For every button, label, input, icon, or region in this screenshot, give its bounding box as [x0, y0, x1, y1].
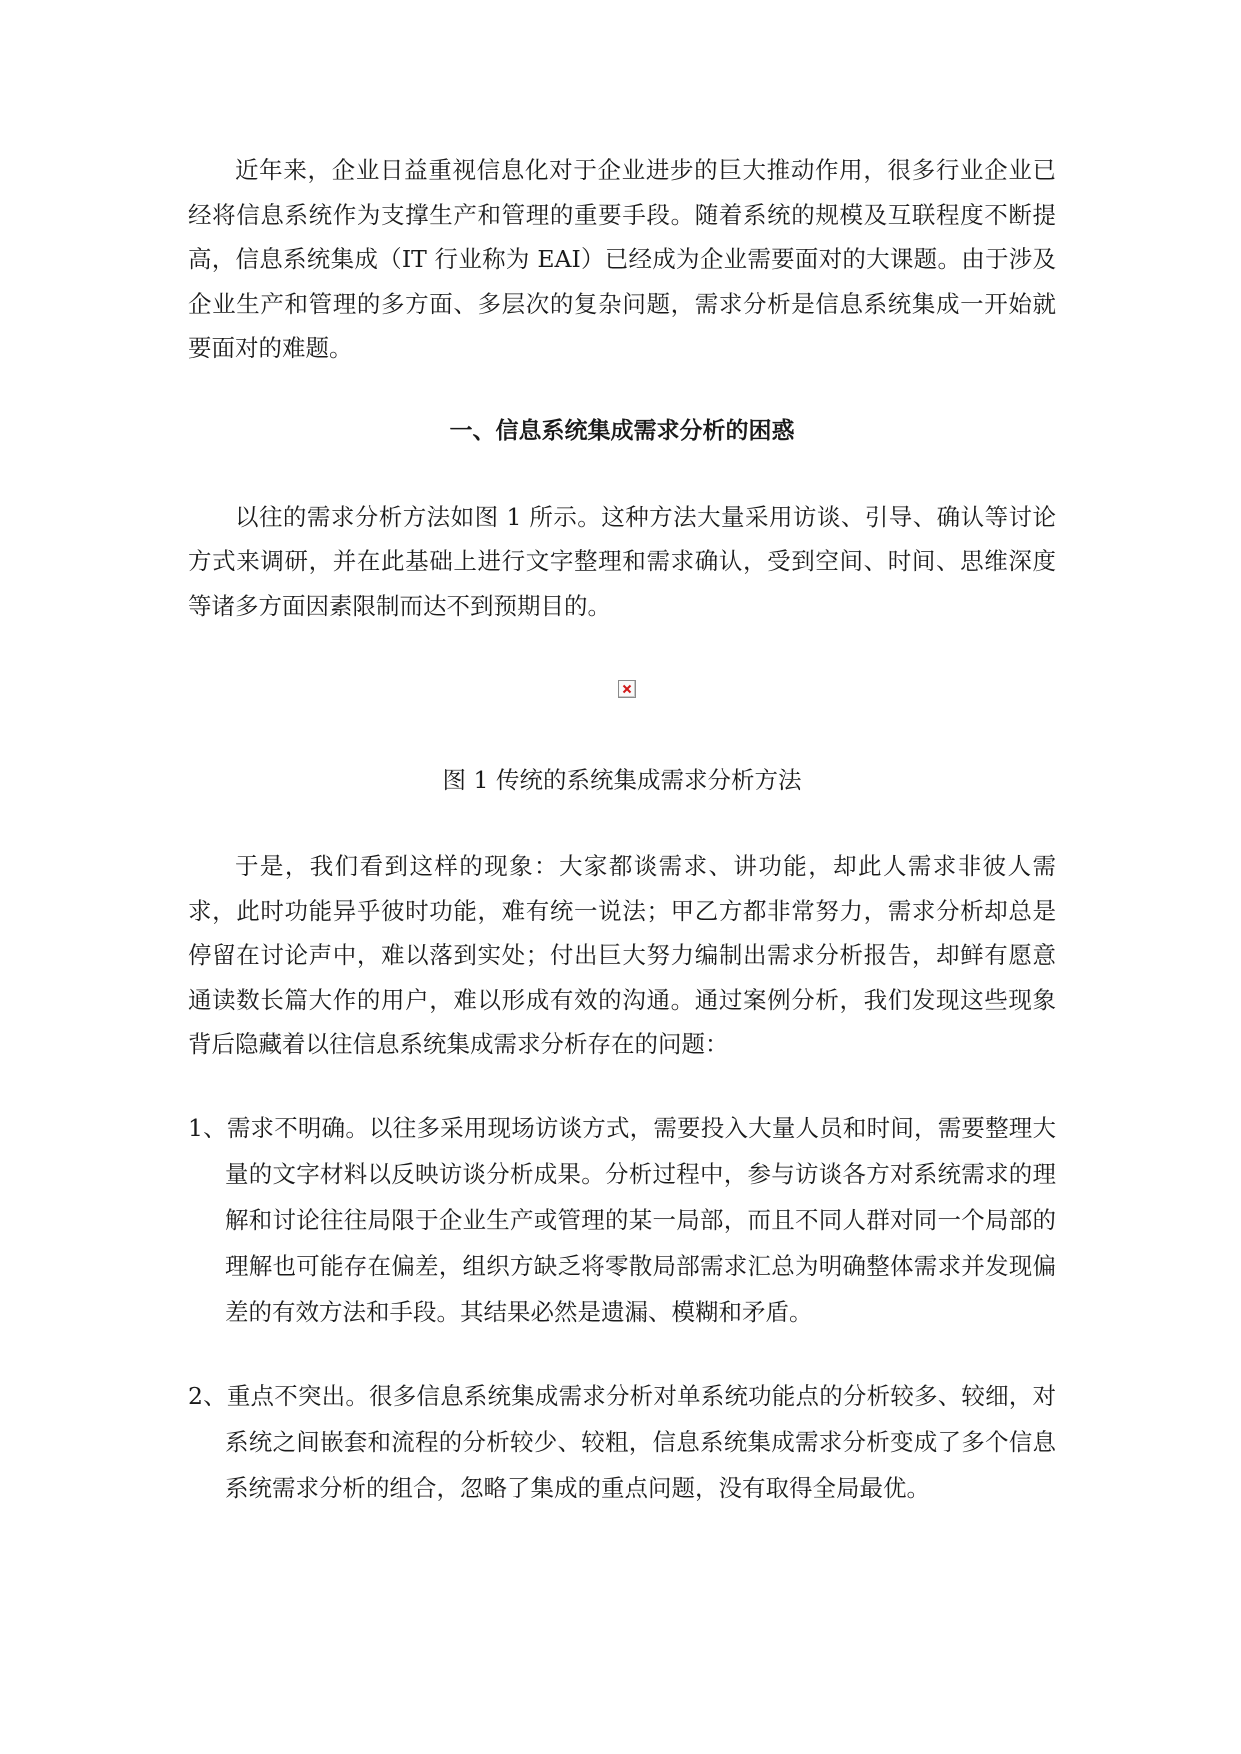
list-item-1: 1、需求不明确。以往多采用现场访谈方式，需要投入大量人员和时间，需要整理大量的文字材料以反映访谈分析成果。分析过程中，参与访谈各方对系统需求的理解和讨论往往局限于企业生产或管理的某一局部，而且不同人群对同一个局部的理解也可能存在偏差，组织方缺乏将零散局部需求汇总为明确整体需求并发现偏差的有效方法和手段。其结果必然是遗漏、模糊和矛盾。 — [188, 1113, 1056, 1326]
phenomenon-paragraph: 于是，我们看到这样的现象：大家都谈需求、讲功能，却此人需求非彼人需求，此时功能异乎彼时功能，难有统一说法；甲乙方都非常努力，需求分析却总是停留在讨论声中，难以落到实处；付出巨大努力编制出需求分析报告，却鲜有愿意通读数长篇大作的用户，难以形成有效的沟通。通过案例分析，我们发现这些现象背后隐藏着以往信息系统集成需求分析存在的问题： — [188, 852, 1056, 1058]
document-page — [188, 148, 1056, 1511]
intro-paragraph: 近年来，企业日益重视信息化对于企业进步的巨大推动作用，很多行业企业已经将信息系统作为支撑生产和管理的重要手段。随着系统的规模及互联程度不断提高，信息系统集成（IT 行业称为 EAI）已经成为企业需要面对的大课题。由于涉及企业生产和管理的多方面、多层次的复杂问题，需求分析是信息系统集成一开始就要面对的难题。 — [188, 156, 1056, 362]
list-item-2: 2、重点不突出。很多信息系统集成需求分析对单系统功能点的分析较多、较细，对系统之间嵌套和流程的分析较少、较粗，信息系统集成需求分析变成了多个信息系统需求分析的组合，忽略了集成的重点问题，没有取得全局最优。 — [188, 1381, 1056, 1502]
figure-caption: 图 1 传统的系统集成需求分析方法 — [442, 766, 802, 794]
section-heading: 一、信息系统集成需求分析的困惑 — [449, 417, 795, 444]
method-paragraph: 以往的需求分析方法如图 1 所示。这种方法大量采用访谈、引导、确认等讨论方式来调研，并在此基础上进行文字整理和需求确认，受到空间、时间、思维深度等诸多方面因素限制而达不到预期目的。 — [188, 502, 1056, 620]
figure-1 — [188, 662, 1056, 722]
broken-image-icon — [618, 680, 636, 698]
